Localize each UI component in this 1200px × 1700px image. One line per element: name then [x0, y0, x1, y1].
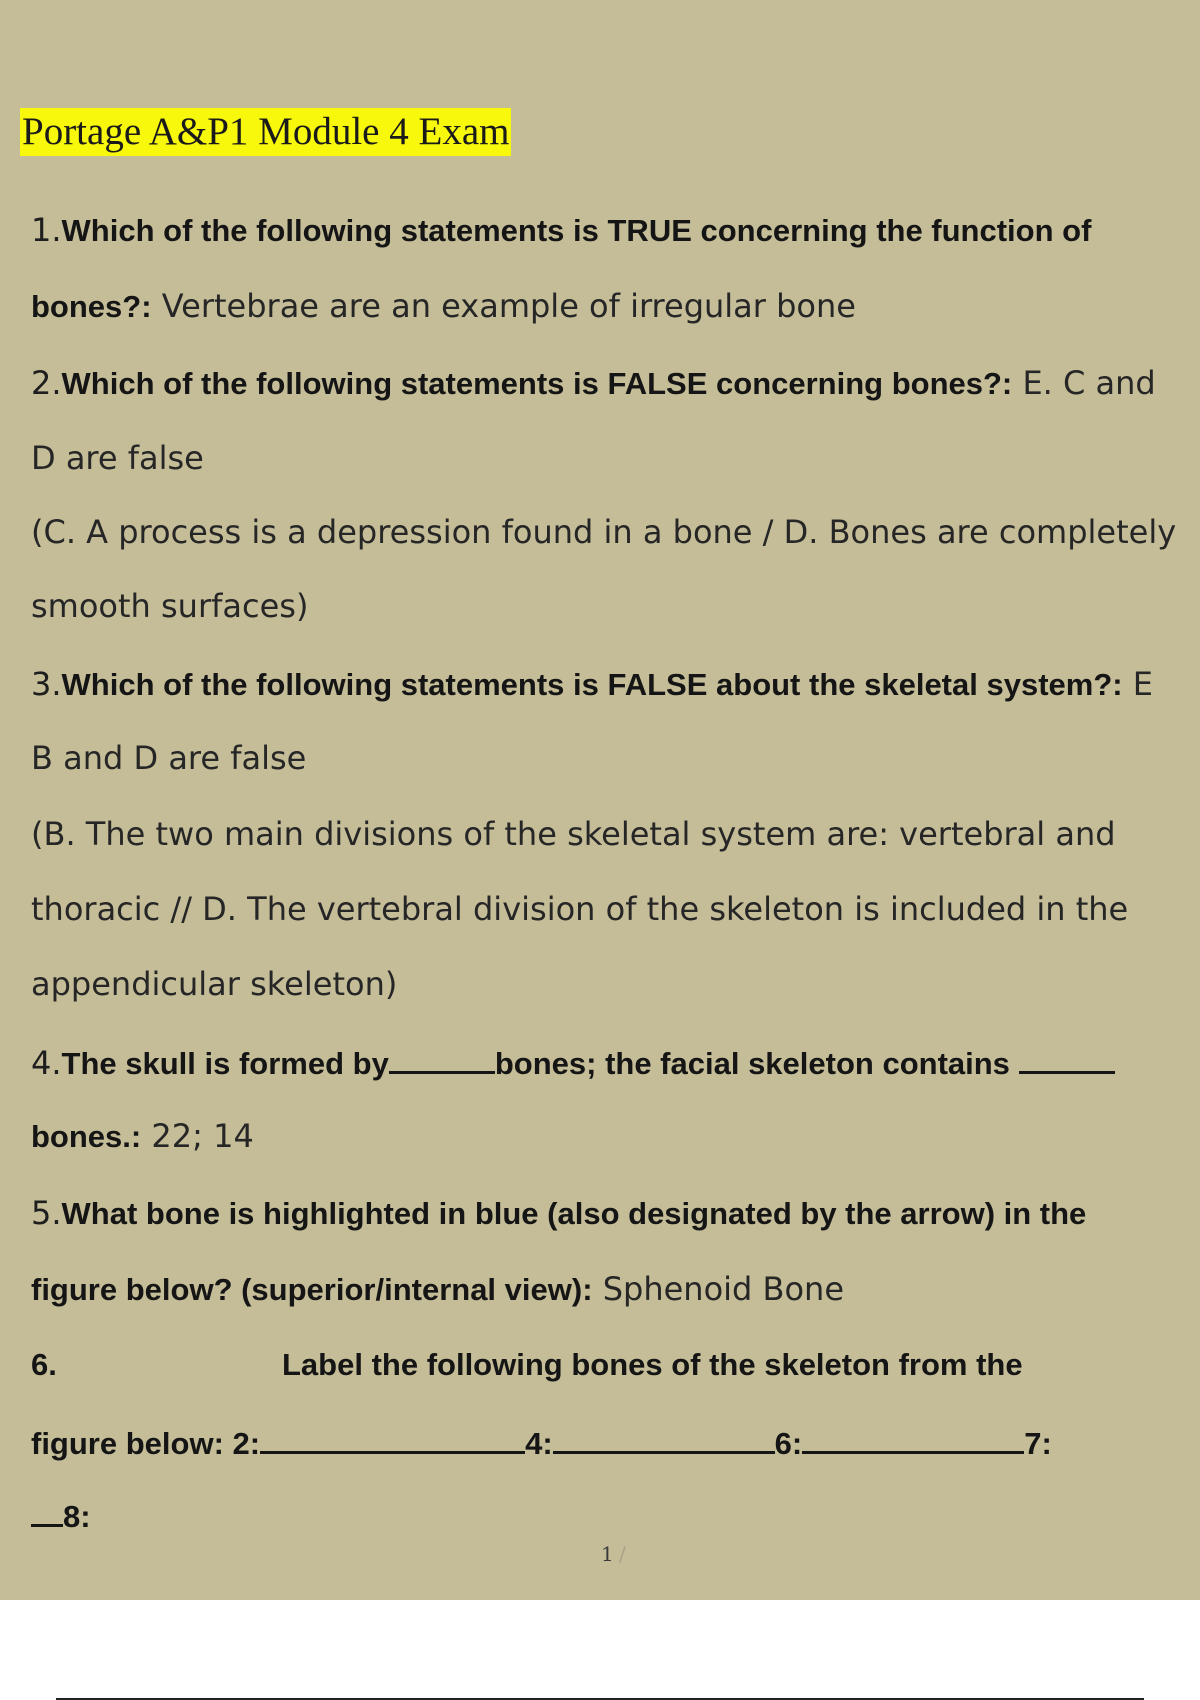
question-6-label-8: 8: — [63, 1499, 91, 1534]
question-6-label-7: 7: — [1024, 1426, 1052, 1461]
question-2-note-end: smooth surfaces) — [31, 587, 309, 625]
question-2-answer: E. C and — [1012, 364, 1156, 402]
question-2-line-1 — [31, 363, 1156, 404]
question-4-text-middle: bones; the facial skeleton contains — [494, 1046, 1019, 1081]
question-5-number: 5. — [31, 1194, 62, 1232]
question-5-text: What bone is highlighted in blue (also designated by the arrow) in the — [61, 1196, 1087, 1231]
question-3-note-line-3 — [31, 964, 397, 1004]
question-6-number-line — [31, 1344, 57, 1385]
question-4-text-end: bones.: — [31, 1119, 142, 1154]
question-5-line-1 — [31, 1193, 1086, 1234]
question-4-blank-1 — [389, 1041, 495, 1074]
question-1-line-2 — [31, 286, 856, 327]
question-1-line-1 — [31, 210, 1091, 251]
label-7-blank — [31, 1494, 63, 1527]
label-6-blank — [802, 1421, 1024, 1454]
question-4-number: 4. — [31, 1044, 62, 1082]
question-4-answer: 22; 14 — [141, 1117, 254, 1155]
page-number-separator: / — [619, 1542, 626, 1566]
question-2-note-line-1 — [31, 512, 1176, 552]
question-3-note-line-2 — [31, 889, 1128, 929]
question-2-line-2 — [31, 438, 204, 478]
question-2-number: 2. — [31, 364, 62, 402]
question-1-text: Which of the following statements is TRUE concerning the function of — [61, 213, 1092, 248]
question-2-text: Which of the following statements is FALSE concerning bones?: — [61, 366, 1013, 401]
question-1-number: 1. — [31, 211, 62, 249]
question-6-line-3 — [31, 1494, 91, 1537]
question-5-answer: Sphenoid Bone — [592, 1270, 845, 1308]
question-3-note-line-1 — [31, 814, 1116, 854]
question-2-answer-end: D are false — [31, 439, 204, 477]
question-4-line-2 — [31, 1116, 254, 1157]
question-3-answer: E — [1122, 665, 1153, 703]
label-2-blank — [260, 1421, 525, 1454]
question-4-text-start: The skull is formed by — [61, 1046, 389, 1081]
question-6-line-2 — [31, 1421, 1052, 1464]
question-6-line-1 — [282, 1344, 1023, 1385]
page-number: 1 — [601, 1542, 614, 1566]
question-5-line-2 — [31, 1269, 844, 1310]
question-3-note-end: appendicular skeleton) — [31, 965, 398, 1003]
question-3-note-middle: thoracic // D. The vertebral division of the skeleton is included in the — [31, 890, 1129, 928]
question-3-answer-end: B and D are false — [31, 739, 307, 777]
question-4-line-1 — [31, 1041, 1115, 1084]
question-3-number: 3. — [31, 665, 62, 703]
question-6-label-6: 6: — [774, 1426, 803, 1461]
label-4-blank — [553, 1421, 775, 1454]
question-6-text: Label the following bones of the skeleton from the — [282, 1347, 1023, 1382]
title-highlight — [20, 108, 511, 156]
question-3-note: (B. The two main divisions of the skeletal system are: vertebral and — [31, 815, 1116, 853]
question-6-label-4: 4: — [525, 1426, 553, 1461]
page-title: Portage A&P1 Module 4 Exam — [20, 108, 511, 156]
question-3-line-1 — [31, 664, 1153, 705]
question-4-blank-2 — [1019, 1041, 1115, 1074]
question-6-number: 6. — [31, 1347, 57, 1382]
question-3-text: Which of the following statements is FALSE about the skeletal system?: — [61, 667, 1123, 702]
question-2-note-line-2 — [31, 586, 308, 626]
question-6-label-2: figure below: 2: — [31, 1426, 261, 1461]
question-5-text-end: figure below? (superior/internal view): — [31, 1272, 593, 1307]
question-1-answer: Vertebrae are an example of irregular bone — [151, 287, 856, 325]
question-2-note: (C. A process is a depression found in a bone / D. Bones are completely — [31, 513, 1177, 551]
question-1-text-end: bones?: — [31, 289, 152, 324]
question-3-line-2 — [31, 738, 306, 778]
